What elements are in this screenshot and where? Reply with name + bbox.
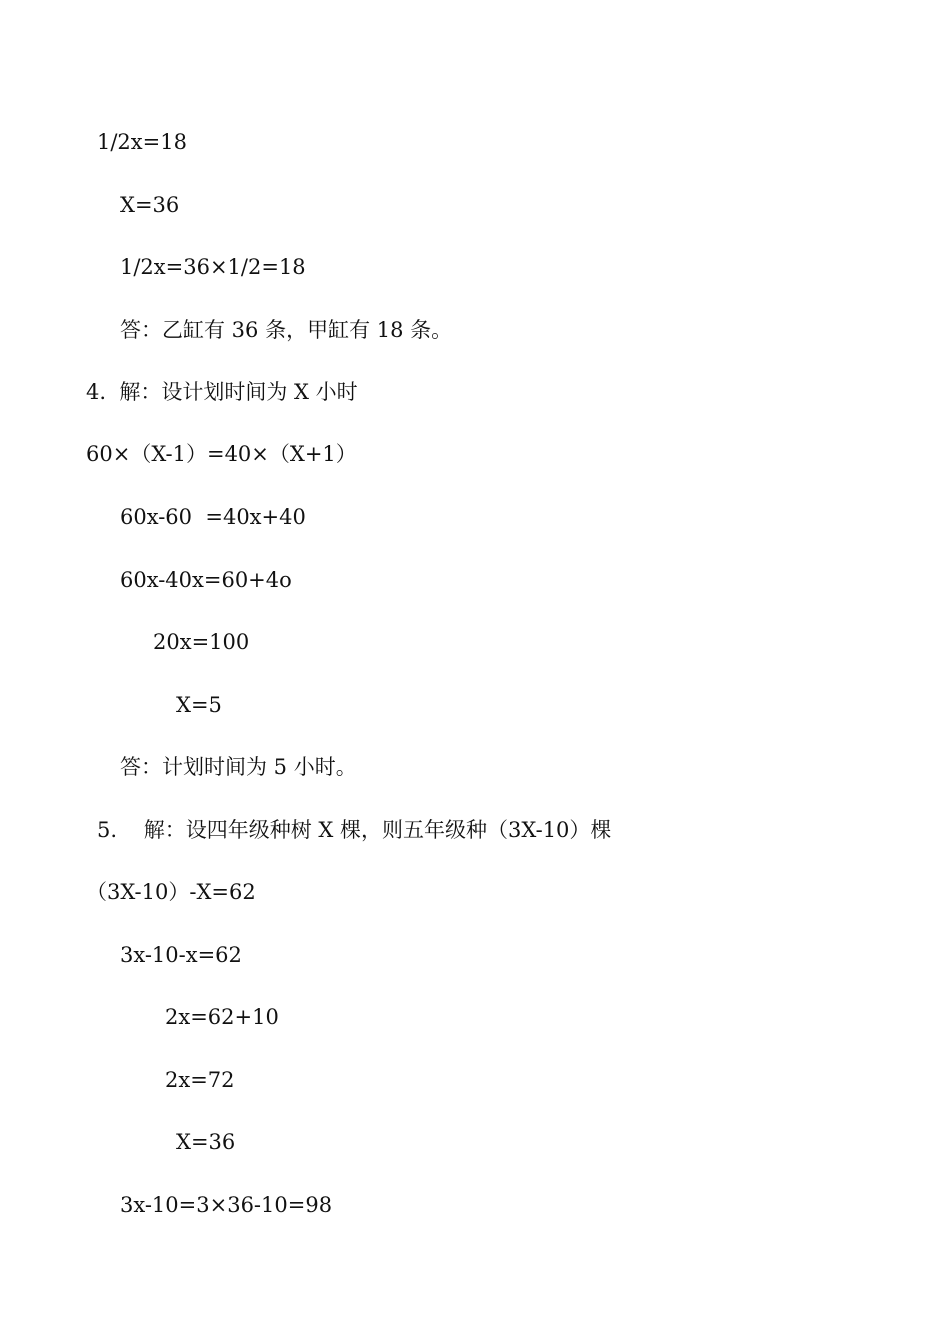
equation-line: 20x=100 (153, 630, 250, 654)
problem-heading: 4. 解：设计划时间为 X 小时 (86, 380, 358, 404)
equation-line: 2x=72 (165, 1068, 235, 1092)
equation-line: （3X-10）-X=62 (86, 880, 256, 904)
equation-line: X=36 (176, 1130, 236, 1154)
problem-heading: 5. 解：设四年级种树 X 棵，则五年级种（3X-10）棵 (97, 818, 612, 842)
equation-line: 1/2x=18 (97, 130, 187, 154)
equation-line: 60x-40x=60+4o (120, 568, 292, 592)
equation-line: 60x-60 =40x+40 (120, 505, 306, 529)
answer-line: 答：计划时间为 5 小时。 (120, 755, 357, 779)
equation-line: 3x-10-x=62 (120, 943, 242, 967)
equation-line: 60×（X-1）=40×（X+1） (86, 442, 357, 466)
equation-line: 2x=62+10 (165, 1005, 279, 1029)
answer-line: 答：乙缸有 36 条，甲缸有 18 条。 (120, 318, 453, 342)
equation-line: 1/2x=36×1/2=18 (120, 255, 306, 279)
equation-line: X=36 (120, 193, 180, 217)
equation-line: X=5 (176, 693, 222, 717)
equation-line: 3x-10=3×36-10=98 (120, 1193, 333, 1217)
